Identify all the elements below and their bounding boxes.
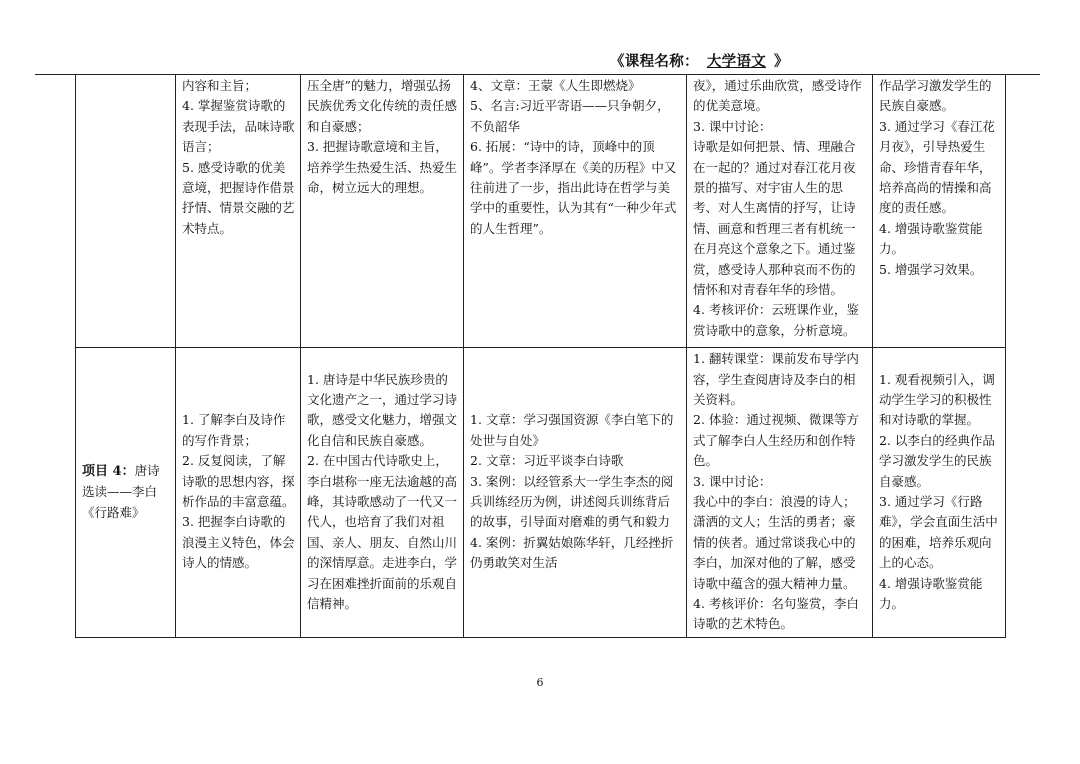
course-design-table [75,75,1006,638]
ideology-item: 3. 把握诗歌意境和主旨，培养学生热爱生活、热爱生命，树立远大的理想。 [307,139,458,196]
resource-item: 4. 案例：折翼姑娘陈华轩，几经挫折仍勇敢笑对生活 [470,534,674,571]
resource-item: 4、文章：王蒙《人生即燃烧》 [470,78,641,93]
method-item: 诗歌是如何把景、情、理融合在一起的？通过对春江花月夜景的描写、对宇宙人生的思考、对人生离情的抒写，让诗情、画意和哲理三者有机统一在月亮这个意象之下。通过鉴赏，感受诗人那种哀而不伤的情怀和对青春年华的珍惜。 [693,139,856,298]
objective-item: 内容和主旨； [182,78,258,93]
effect-item: 2. 以李白的经典作品学习激发学生的民族自豪感。 [879,432,995,489]
resource-item: 3. 案例：以经管系大一学生李杰的阅兵训练经历为例，讲述阅兵训练背后的故事，引导面对磨难的勇气和毅力 [470,473,674,530]
ideology-cell [301,348,464,638]
resource-item: 1. 文章：学习强国资源《李白笔下的处世与自处》 [470,412,674,448]
effects-cell [873,75,1006,348]
objective-item: 4. 掌握鉴赏诗歌的表现手法，品味诗歌语言； [182,98,295,155]
objective-item: 5. 感受诗歌的优美意境，把握诗作借景抒情、情景交融的艺术特点。 [182,159,295,236]
method-item: 1. 翻转课堂：课前发布导学内容，学生查阅唐诗及李白的相关资料。 [693,351,859,407]
ideology-item: 1. 唐诗是中华民族珍贵的文化遗产之一，通过学习诗歌，感受文化魅力，增强文化自信和民族自豪感。 [307,371,458,448]
resource-item: 5、名言:习近平寄语——只争朝夕，不负韶华 [470,98,670,134]
project-cell [76,348,176,638]
project-title: 唐诗选读——李白《行路难》 [82,462,160,520]
project-cell [76,75,176,348]
effects-cell [873,348,1006,638]
resource-item: 2. 文章：习近平谈李白诗歌 [470,453,624,469]
ideology-cell [301,75,464,348]
methods-cell [687,348,873,638]
objectives-cell [176,348,301,638]
table-row-project-4 [76,348,1006,638]
resources-cell [464,75,687,348]
ideology-item: 2. 在中国古代诗歌史上，李白堪称一座无法逾越的高峰，其诗歌感动了一代又一代人，也培育了我们对祖国、亲人、朋友、自然山川的深情厚意。走进李白，学习在困难挫折面前的乐观自信精神。 [307,453,458,612]
effect-item: 4. 增强诗歌鉴赏能力。 [879,220,983,257]
methods-cell [687,75,873,348]
table-row-continued [76,75,1006,348]
course-title-prefix: 《课程名称： [610,53,699,70]
method-item: 3. 课中讨论： [693,118,772,134]
method-item: 3. 课中讨论： [693,473,772,489]
resource-item: 6. 拓展：“诗中的诗，顶峰中的顶峰”。学者李泽厚在《美的历程》中又往前进了一步，指出此诗在哲学与美学中的重要性，认为其有“一种少年式的人生哲理”。 [470,139,677,236]
resources-cell [464,348,687,638]
method-item: 2. 体验：通过视频、微课等方式了解李白人生经历和创作特色。 [693,412,859,469]
method-item: 我心中的李白：浪漫的诗人；潇洒的文人；生活的勇者；豪情的侠者。通过常谈我心中的李白，加深对他的了解，感受诗歌中蕴含的强大精神力量。 [693,494,856,591]
method-item: 4. 考核评价：云班课作业，鉴赏诗歌中的意象，分析意境。 [693,302,859,338]
method-item: 夜》，通过乐曲欣赏，感受诗作的优美意境。 [693,78,862,114]
objectives-cell [176,75,301,348]
effect-item: 5. 增强学习效果。 [879,261,983,277]
method-item: 4. 考核评价：名句鉴赏，李白诗歌的艺术特色。 [693,596,859,632]
page-number: 6 [536,676,544,689]
effect-item: 1. 观看视频引入，调动学生学习的积极性和对诗歌的掌握。 [879,371,995,428]
objective-item: 2. 反复阅读，了解诗歌的思想内容，探析作品的丰富意蕴。 [182,453,295,509]
course-title-header [610,50,789,71]
project-label: 项目 4： [82,463,135,479]
objective-item: 1. 了解李白及诗作的写作背景； [182,412,286,448]
effect-item: 作品学习激发学生的民族自豪感。 [879,78,992,114]
objective-item: 3. 把握李白诗歌的浪漫主义特色，体会诗人的情感。 [182,514,295,571]
ideology-item: 压全唐”的魅力，增强弘扬民族优秀文化传统的责任感和自豪感； [307,78,458,134]
course-name: 大学语文 [706,53,767,70]
course-title-suffix: 》 [774,53,789,70]
effect-item: 4. 增强诗歌鉴赏能力。 [879,575,983,612]
effect-item: 3. 通过学习《行路难》，学会直面生活中的困难，培养乐观向上的心态。 [879,494,998,571]
effect-item: 3. 通过学习《春江花月夜》，引导热爱生命、珍惜青春年华，培养高尚的情操和高度的责任感。 [879,118,995,216]
